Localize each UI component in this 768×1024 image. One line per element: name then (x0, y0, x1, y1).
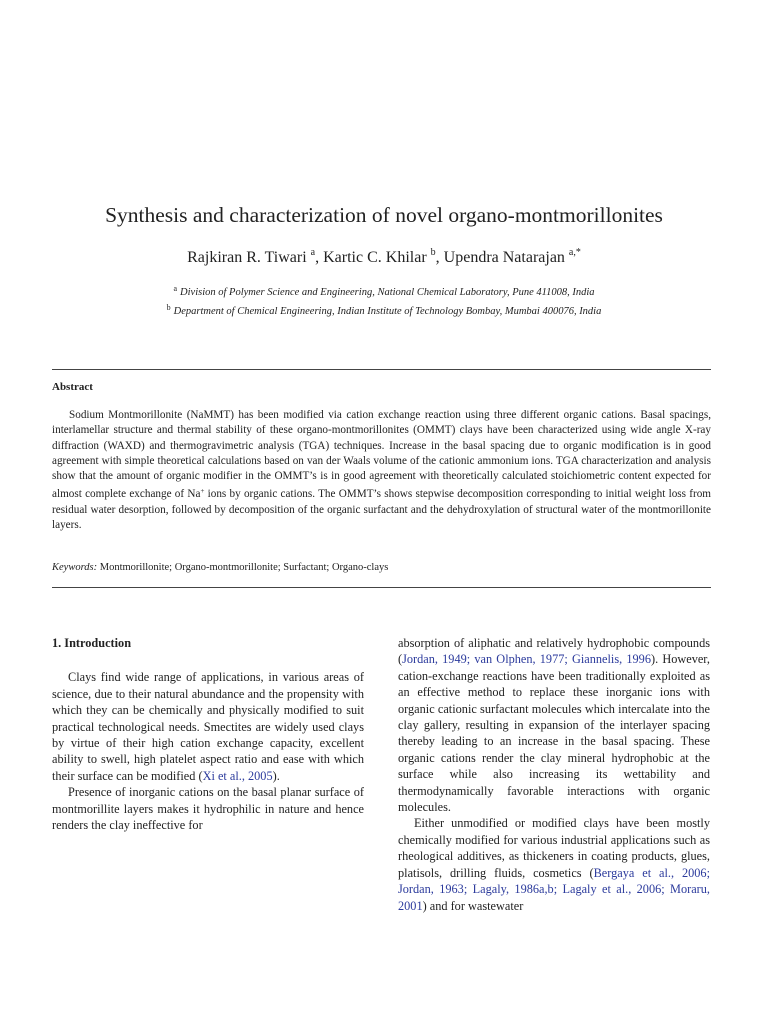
affiliation-mark: b (166, 303, 171, 312)
abstract-rule (52, 587, 711, 588)
author-name: Rajkiran R. Tiwari (187, 249, 307, 266)
abstract-superscript: + (200, 487, 205, 496)
author-affil-mark: a,* (568, 247, 581, 258)
affiliation-text: Department of Chemical Engineering, Indian Institute of Technology Bombay, Mumbai 400076, India (173, 306, 602, 317)
paragraph-text: Either unmodified or modified clays have been mostly chemically modified for various industrial applications such as rheological additives, as thickeners in coating products, glues, platisols, drilling fluids, cosmetics ( (398, 816, 710, 880)
author-name: Kartic C. Khilar (323, 249, 427, 266)
paper-title: Synthesis and characterization of novel organo-montmorillonites (105, 203, 663, 227)
header-rule (52, 369, 711, 370)
keywords-text: Montmorillonite; Organo-montmorillonite; Surfactant; Organo-clays (99, 562, 389, 573)
affiliations (0, 281, 768, 319)
section-heading: 1. Introduction (52, 636, 132, 650)
paragraph (398, 815, 710, 913)
abstract-text: Sodium Montmorillonite (NaMMT) has been modified via cation exchange reaction using three different organic cations. Basal spacings, interlamellar structure and thermal stability of these organo-montmorillonites (OMMT) clays have been characterized using wide angle X-ray diffraction (WAXD) and thermogravimetric analysis (TGA) techniques. Increase in the basal spacing due to organic modification is in good agreement with simple theoretical calculations based on van der Waals volume of the cationic ammonium ions. TGA characterization and analysis show that the amount of organic modifier in the OMMT’s is in good agreement with theoretically calculated stoichiometric content expected for almost complete exchange of Na (52, 409, 711, 501)
abstract-text-cont: ions by organic cations. The OMMT’s shows stepwise decomposition corresponding to initial weight loss from residual water desorption, followed by decomposition of the organic surfactant and the dehydroxylation of structural water of the montmorillonite layers. (52, 488, 712, 532)
paragraph: Presence of inorganic cations on the basal planar surface of montmorillite layers makes it hydrophilic in nature and hence renders the clay ineffective for (52, 785, 364, 833)
left-column (52, 635, 364, 833)
author-affil-mark: a (310, 247, 316, 258)
affiliation-text: Division of Polymer Science and Engineering, National Chemical Laboratory, Pune 411008, India (180, 287, 595, 298)
author-list: Rajkiran R. Tiwari $^a$, Kartic C. Khilar $^b$, Upendra Natarajan $^{a,*}$ (187, 247, 581, 266)
citation-link[interactable]: Bergaya et al., 2006; Jordan, 1963; Lagaly, 1986a,b; Lagaly et al., 2006; Moraru, 2001 (398, 865, 710, 913)
abstract-heading: Abstract (52, 381, 93, 393)
paragraph-text-cont: ). However, cation-exchange reactions have been traditionally exploited as an effective method to replace these inorganic ions with organic cationic surfactant molecules which intercalate into the clay gallery, resulting in expansion of the interlayer spacing thereby leading to an increase in the basal spacing. These organic cations render the clay mineral hydrophobic at the surface while also increasing its wettability and thermodynamically favorable interactions with organic molecules. (398, 652, 710, 815)
affiliation-mark: a (173, 284, 178, 293)
author-name: Upendra Natarajan (443, 249, 565, 266)
paragraph (398, 635, 710, 815)
affiliation-line (0, 281, 768, 300)
paragraph-text: absorption of aliphatic and relatively hydrophobic compounds ( (398, 636, 710, 667)
paragraph-text-end: ). (272, 768, 280, 783)
paragraph-text: Clays find wide range of applications, in various areas of science, due to their natural abundance and the propensity with which they can be chemically and physically modified to suit practical technological needs. Smectites are widely used clays by virtue of their high cation exchange capacity, excellent ability to swell, high platelet aspect ratio and ease with which their surface can be modified ( (52, 670, 364, 783)
paragraph-text-end: ) and for wastewater (422, 898, 524, 913)
right-column (398, 635, 710, 914)
author-affil-mark: b (430, 247, 436, 258)
keywords (52, 562, 388, 573)
paragraph (52, 669, 364, 784)
citation-link[interactable]: Xi et al., 2005 (202, 768, 273, 783)
abstract-body (52, 408, 711, 533)
keywords-label: Keywords: (52, 562, 98, 573)
citation-link[interactable]: Jordan, 1949; van Olphen, 1977; Giannelis, 1996 (402, 652, 651, 667)
affiliation-line (0, 300, 768, 319)
